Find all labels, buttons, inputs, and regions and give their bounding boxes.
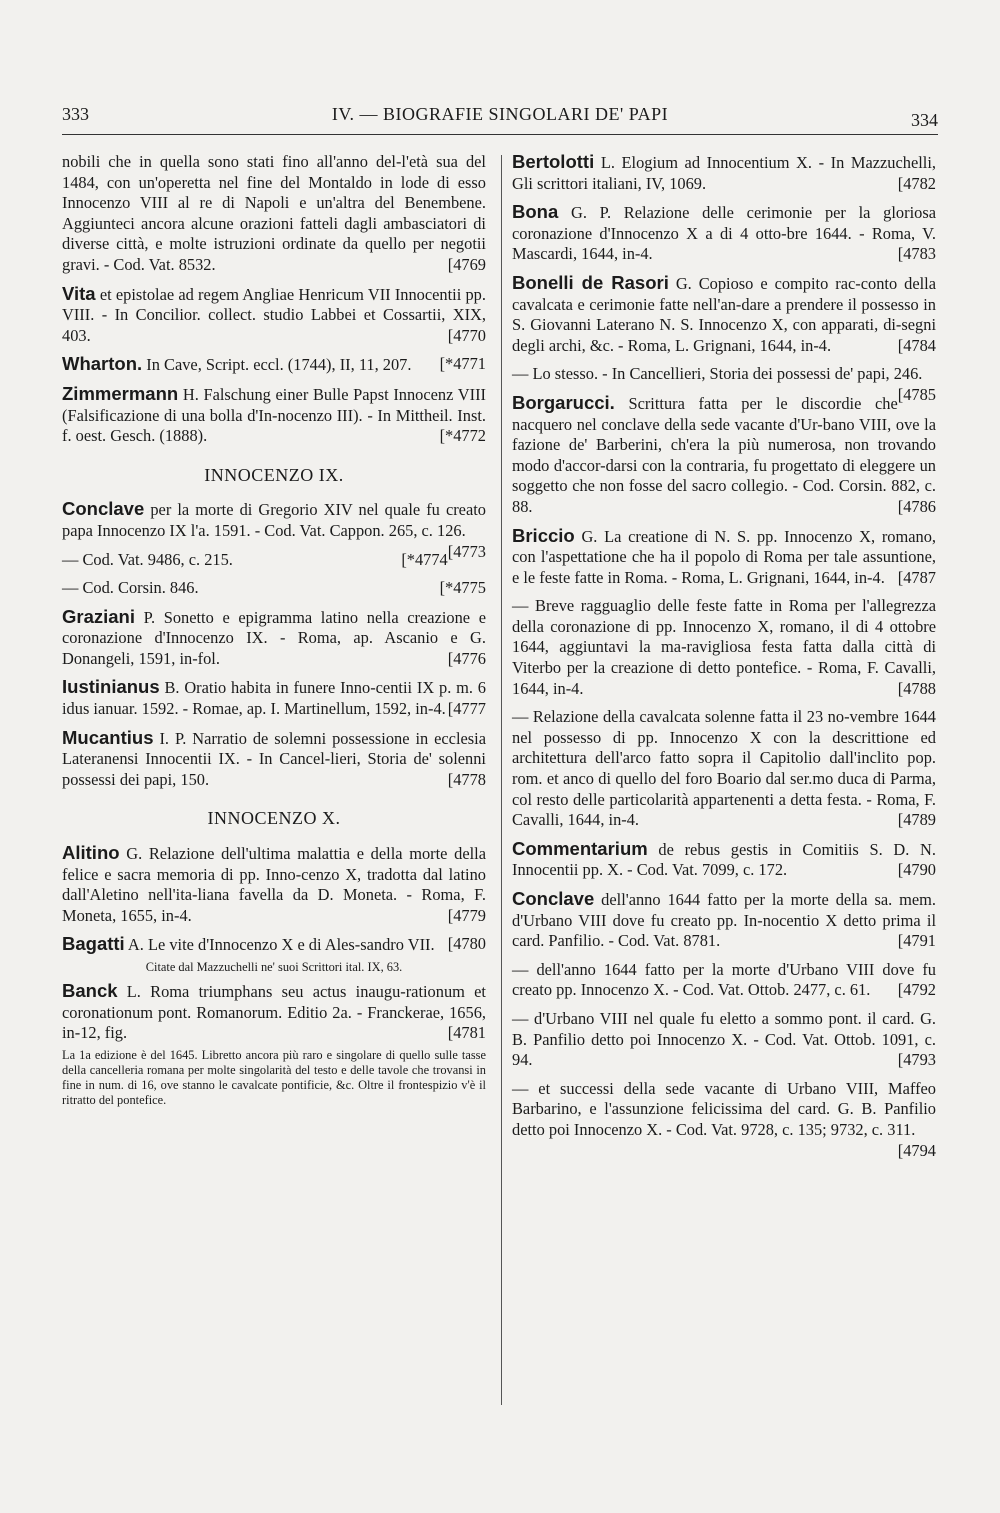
entry-text: — Cod. Corsin. 846. <box>62 578 199 598</box>
entry-text: B. Oratio habita in funere Inno-centii IX p. m. 6 idus ianuar. 1592. - Romae, ap. I. Martinellum, 1592, in-4. <box>62 678 486 719</box>
bib-entry <box>512 839 936 881</box>
entry-number: [4773 <box>447 541 486 561</box>
bib-entry <box>62 677 486 719</box>
bib-entry <box>512 1009 936 1071</box>
bib-entry <box>62 284 486 347</box>
entry-author: Graziani <box>62 605 135 627</box>
section-heading: INNOCENZO X. <box>207 808 341 829</box>
entry-text: G. P. Relazione delle cerimonie per la gloriosa coronazione d'Innocenzo X a di 4 otto-bre 1644. - Roma, V. Mascardi, 1644, in-4. <box>512 203 936 264</box>
entry-number: [*4772 <box>439 426 486 446</box>
entry-text: — Lo stesso. - In Cancellieri, Storia dei possessi de' papi, 246. <box>512 364 923 384</box>
entry-number: [4777 <box>447 699 486 719</box>
entry-text: I. P. Narratio de solemni possessione in ecclesia Lateranensi Innocentii IX. - In Cancel-lieri, Storia de' solenni possessi dei papi, 150. <box>62 728 486 789</box>
page-number-left: 333 <box>62 104 89 124</box>
entry-author: Banck <box>62 980 118 1001</box>
entry-number: [4783 <box>897 244 936 264</box>
bib-entry <box>62 354 486 376</box>
entry-text: L. Roma triumphans seu actus inaugu-rationum et coronationum pont. Romanorum. Editio 2a. - Franckerae, 1656, in-12, fig. <box>62 982 486 1043</box>
entry-number: [4770 <box>447 325 486 345</box>
entry-text: dell'anno 1644 fatto per la morte della sa. mem. d'Urbano VIII dove fu creato pp. In-nocentio X detto prima il card. Panfilio. - Cod. Vat. 8781. <box>512 890 936 951</box>
entry-author: Zimmermann <box>62 382 179 404</box>
bib-entry <box>512 202 936 265</box>
entry-number: [4794 <box>897 1140 936 1160</box>
bib-entry <box>512 152 936 194</box>
entry-number: [4782 <box>897 173 936 193</box>
entry-author: Conclave <box>512 888 595 909</box>
bib-entry <box>62 550 486 571</box>
entry-text: — et successi della sede vacante di Urbano VIII, Maffeo Barbarino, e l'assunzione felicissima del card. G. B. Panfilio detto poi Innocenzo X. - Cod. Vat. 9728, c. 135; 9732, c. 311. <box>512 1078 936 1139</box>
entry-author: Wharton. <box>62 353 143 375</box>
entry-author: Bagatti <box>62 933 125 955</box>
entry-number: [4787 <box>897 567 936 587</box>
header-rule <box>62 134 938 135</box>
entry-author: Alitino <box>62 842 120 864</box>
entry-text: G. Copioso e compito rac-conto della cavalcata e cerimonie fatte nell'an-dare a prendere il possesso in S. Giovanni Laterano N. S. Innocenzo X, con apparati, di-segni degli archi, &c. - Roma, L. Grignani, 1644, in-4. <box>512 273 936 355</box>
entry-text: — Relazione della cavalcata solenne fatta il 23 no-vembre 1644 nel possesso di pp. Innocenzo X con la descrittione ed architettura dell'arco fatto sopra il Capitolio dall'inclito pop. rom. et anco di quello del foro Boario dal ser.mo duca di Parma, col resto delle particolarità appartenenti a detta festa. - Roma, F. Cavalli, 1644, in-4. <box>512 707 936 830</box>
entry-text: — dell'anno 1644 fatto per la morte d'Urbano VIII dove fu creato pp. Innocenzo X. - Cod. Vat. Ottob. 2477, c. 61. <box>512 959 936 1000</box>
bib-entry <box>62 607 486 670</box>
running-title: IV. — BIOGRAFIE SINGOLARI DE' PAPI <box>331 104 669 124</box>
bib-entry <box>62 728 486 791</box>
entry-number: [4788 <box>897 678 936 698</box>
entry-text: Scrittura fatta per le discordie che nacquero nel conclave della sede vacante d'Ur-bano VIII, ove la fazione de' Barberini, ch'era la più numerosa, non trovando modo d'accor-darsi con la contraria, fu progettato di eleggere un soggetto che non fosse del sacro collegio. - Cod. Corsin. 882, c. 88. <box>512 393 936 516</box>
entry-text: G. Relazione dell'ultima malattia e della morte della felice e sacra memoria di pp. Inno-cenzo X, tradotta dal latino dall'Aletino nell'ita-liana favella da D. Moneta. - Roma, F. Moneta, 1655, in-4. <box>62 844 486 925</box>
entry-number: [4786 <box>897 496 936 516</box>
bib-entry <box>62 981 486 1044</box>
entry-number: [4779 <box>447 905 486 925</box>
entry-text: nobili che in quella sono stati fino all'anno del-l'età sua del 1484, con un'operetta nel fine del Montaldo in lode di esso Innocenzo VIII al re di Napoli e un'altra del Benembene. Aggiunteci ancora alcune orazioni fatteli dagli ambasciatori di diverse città, e molte istruzioni ordinate da quello per negotii gravi. - Cod. Vat. 8532. <box>62 152 486 274</box>
running-header <box>62 104 938 134</box>
entry-text: In Cave, Script. eccl. (1744), II, 11, 207. <box>146 355 412 375</box>
left-column <box>62 152 486 1114</box>
entry-number: [4781 <box>447 1023 486 1043</box>
entry-text: G. La creatione di N. S. pp. Innocenzo X, romano, con l'aspettatione che ha il popolo di Roma per tale assuntione, e le feste fatte in Roma. - Roma, L. Grignani, 1644, in-4. <box>512 526 936 587</box>
entry-text: L. Elogium ad Innocentium X. - In Mazzuchelli, Gli scrittori italiani, IV, 1069. <box>512 153 936 193</box>
entry-number: [*4775 <box>439 578 486 598</box>
bib-entry <box>512 889 936 952</box>
bib-entry <box>512 960 936 1001</box>
entry-author: Bonelli de Rasori <box>512 271 669 293</box>
entry-author: Vita <box>62 282 96 304</box>
entry-number: [4778 <box>447 769 486 789</box>
section-heading: INNOCENZO IX. <box>204 464 344 485</box>
entry-text: A. Le vite d'Innocenzo X e di Ales-sandro VII. <box>127 935 435 955</box>
bib-entry <box>512 1078 936 1160</box>
entry-text: H. Falschung einer Bulle Papst Innocenz VIII (Falsificazione di una bolla d'In-nocenzo III). - In Mittheil. Inst. f. oest. Gesch. (1888). <box>62 384 486 446</box>
entry-number: [*4771 <box>439 354 486 374</box>
entry-number: [4784 <box>897 335 936 355</box>
entry-number: [4769 <box>447 254 486 274</box>
footnote: La 1a edizione è del 1645. Libretto ancora più raro e singolare di quello sulle tasse della cancelleria romana per molte singolarità del testo e delle tavole che trovansi in fine in num. di 16, ove stanno le cavalcate pontificie, &c. Oltre il frontespizio v'è il ritratto del pontefice. <box>62 1047 486 1107</box>
entry-number: [4791 <box>897 931 936 951</box>
entry-text: et epistolae ad regem Angliae Henricum VII Innocentii pp. VIII. - In Concilior. collect. studio Labbei et Cossartii, XIX, 403. <box>62 284 486 345</box>
entry-text: — d'Urbano VIII nel quale fu eletto a sommo pont. il card. G. B. Panfilio detto poi Innocenzo X. - Cod. Vat. Ottob. 1091, c. 94. <box>512 1008 936 1070</box>
entry-number: [4776 <box>447 648 486 668</box>
bib-entry <box>512 596 936 699</box>
entry-number: [4793 <box>897 1050 936 1070</box>
page-number-right: 334 <box>911 110 938 130</box>
right-column <box>512 152 936 1161</box>
entry-number: [*4774 <box>401 549 448 569</box>
entry-text: — Breve ragguaglio delle feste fatte in Roma per l'allegrezza della coronazione di pp. Innocenzo X, romano, il di 4 ottobre 1644, aggiuntavi la ma-ravigliosa festa fatta dalla città di Viterbo per la creazione di detto pontefice. - Roma, F. Cavalli, 1644, in-4. <box>512 596 936 698</box>
bib-entry <box>512 526 936 589</box>
entry-author: Mucantius <box>62 726 154 748</box>
bib-entry <box>62 934 486 956</box>
bib-entry <box>62 384 486 447</box>
bib-entry <box>512 273 936 356</box>
entry-text: per la morte di Gregorio XIV nel quale fu creato papa Innocenzo IX l'a. 1591. - Cod. Vat. Cappon. 265, c. 126. <box>62 500 486 540</box>
bib-entry <box>62 578 486 599</box>
entry-author: Borgarucci. <box>512 391 615 413</box>
entry-number: [4792 <box>897 980 936 1000</box>
entry-author: Bertolotti <box>512 151 595 172</box>
entry-number: [4780 <box>447 934 486 954</box>
bib-entry <box>512 707 936 831</box>
entry-author: Iustinianus <box>62 676 160 698</box>
entry-text: — Cod. Vat. 9486, c. 215. <box>62 549 233 569</box>
entry-author: Briccio <box>512 524 575 546</box>
entry-number: [4790 <box>897 860 936 880</box>
entry-author: Conclave <box>62 498 145 520</box>
column-divider <box>501 155 502 1405</box>
entry-text: P. Sonetto e epigramma latino nella creazione e coronazione d'Innocenzo IX. - Roma, ap. Ascanio e G. Donangeli, 1591, in-fol. <box>62 607 486 668</box>
entry-author: Bona <box>512 201 559 223</box>
entry-number: [4789 <box>897 810 936 830</box>
bib-entry <box>62 843 486 926</box>
bib-entry <box>512 393 936 518</box>
entry-number: [4785 <box>897 384 936 404</box>
entry-text: de rebus gestis in Comitiis S. D. N. Innocentii pp. X. - Cod. Vat. 7099, c. 172. <box>512 839 936 880</box>
footnote: Citate dal Mazzuchelli ne' suoi Scrittori ital. IX, 63. <box>145 960 403 974</box>
bib-entry <box>62 152 486 276</box>
entry-author: Commentarium <box>512 837 648 859</box>
